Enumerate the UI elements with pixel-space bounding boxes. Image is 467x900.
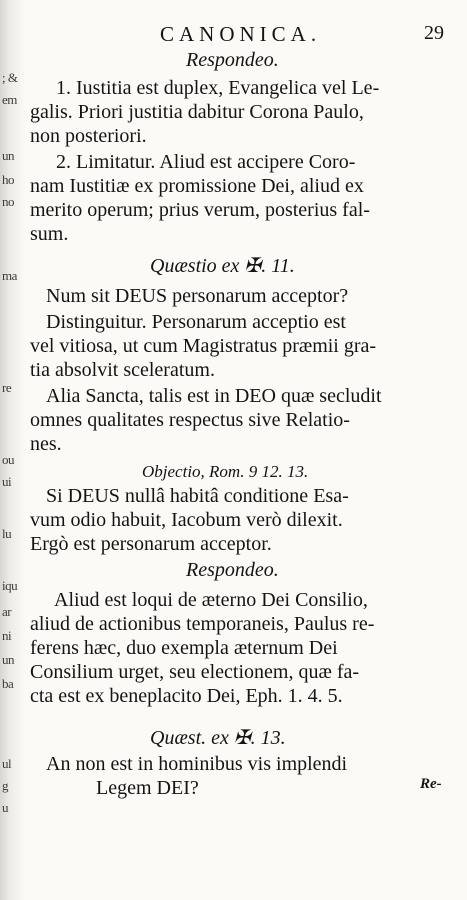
catchword: Re- bbox=[420, 776, 442, 792]
text-line: Alia Sancta, talis est in DEO quæ secludit bbox=[46, 385, 382, 407]
gutter-fragment: ho bbox=[2, 172, 14, 187]
text-line: ferens hæc, duo exempla æternum Dei bbox=[30, 637, 338, 659]
text-line: 2. Limitatur. Aliud est accipere Coro- bbox=[56, 151, 356, 173]
gutter-fragment: u bbox=[2, 800, 8, 815]
text-line: nam Iustitiæ ex promissione Dei, aliud ex bbox=[30, 175, 364, 197]
text-line: tia absolvit sceleratum. bbox=[30, 359, 215, 381]
gutter-fragment: ul bbox=[2, 756, 12, 771]
gutter-fragment: un bbox=[2, 652, 14, 667]
text-line: aliud de actionibus temporaneis, Paulus re- bbox=[30, 613, 375, 635]
page-number: 29 bbox=[424, 22, 444, 44]
section-heading: Quæst. ex ✠. 13. bbox=[150, 727, 286, 749]
gutter-fragment: g bbox=[2, 778, 8, 793]
gutter-fragment: ma bbox=[2, 268, 17, 283]
text-line: galis. Priori justitia dabitur Corona Paulo, bbox=[30, 101, 364, 123]
text-line: vel vitiosa, ut cum Magistratus præmii gra- bbox=[30, 335, 377, 357]
gutter-fragment: ni bbox=[2, 628, 12, 643]
text-line: Si DEUS nullâ habitâ conditione Esa- bbox=[46, 485, 349, 507]
text-line: Distinguitur. Personarum acceptio est bbox=[46, 311, 346, 333]
text-line: sum. bbox=[30, 223, 69, 245]
text-line: non posteriori. bbox=[30, 125, 147, 147]
gutter-fragment: re bbox=[2, 380, 12, 395]
text-line: Num sit DEUS personarum acceptor? bbox=[46, 285, 349, 307]
gutter-fragment: no bbox=[2, 194, 14, 209]
text-line: Aliud est loqui de æterno Dei Consilio, bbox=[54, 589, 368, 611]
gutter-fragment: lu bbox=[2, 526, 12, 541]
text-line: omnes qualitates respectus sive Relatio- bbox=[30, 409, 350, 431]
gutter-fragment: ; & bbox=[2, 70, 18, 85]
text-line: Legem DEI? bbox=[96, 777, 199, 799]
text-line: cta est ex beneplacito Dei, Eph. 1. 4. 5. bbox=[30, 685, 343, 707]
gutter-fragment: em bbox=[2, 92, 17, 107]
objection-heading: Objectio, Rom. 9 12. 13. bbox=[142, 462, 309, 481]
section-heading: Respondeo. bbox=[186, 49, 279, 71]
gutter-fragment: un bbox=[2, 148, 14, 163]
section-heading: Quæstio ex ✠. 11. bbox=[150, 255, 295, 277]
gutter-fragment: ou bbox=[2, 452, 14, 467]
text-line: vum odio habuit, Iacobum verò dilexit. bbox=[30, 509, 343, 531]
text-line: merito operum; prius verum, posterius fal- bbox=[30, 199, 370, 221]
gutter-fragment: ui bbox=[2, 474, 12, 489]
text-line: Consilium urget, seu electionem, quæ fa- bbox=[30, 661, 360, 683]
text-line: nes. bbox=[30, 433, 62, 455]
running-head: CANONICA. bbox=[160, 22, 322, 46]
gutter-fragment: ba bbox=[2, 676, 14, 691]
binding-gutter bbox=[0, 0, 26, 900]
text-line: Ergò est personarum acceptor. bbox=[30, 533, 272, 555]
section-heading: Respondeo. bbox=[186, 559, 279, 581]
text-line: 1. Iustitia est duplex, Evangelica vel Le- bbox=[56, 77, 380, 99]
text-line: An non est in hominibus vis implendi bbox=[46, 753, 348, 775]
gutter-fragment: iqu bbox=[2, 578, 18, 593]
gutter-fragment: ar bbox=[2, 604, 12, 619]
